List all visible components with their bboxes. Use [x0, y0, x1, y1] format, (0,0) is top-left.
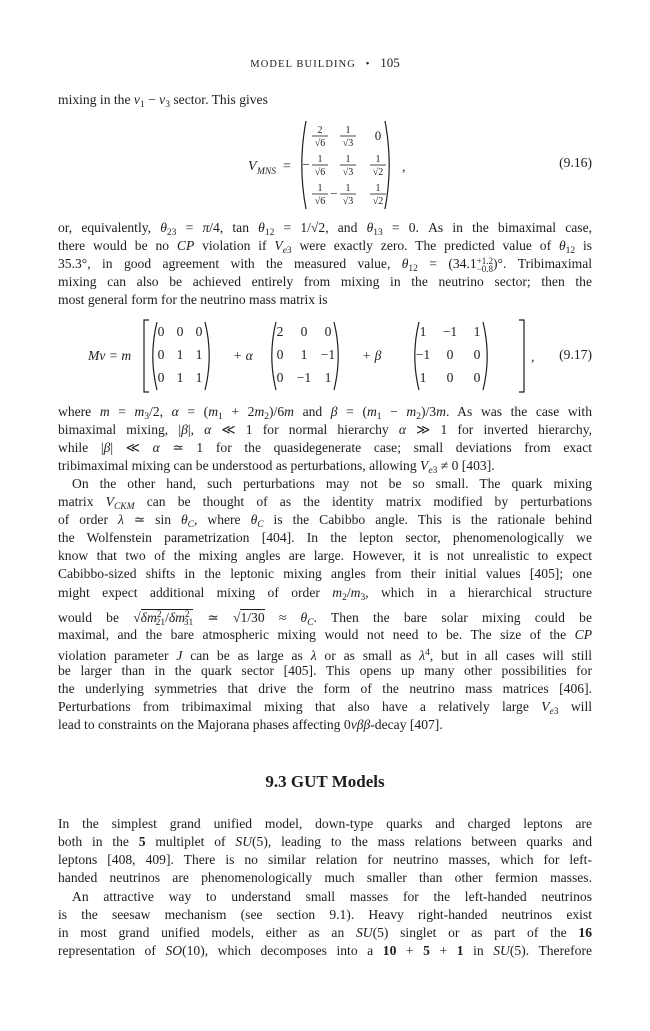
text-line: both in the 5 multiplet of SU(5), leading to the mass relations between quarks and — [58, 834, 593, 850]
denominator: √6 — [314, 138, 326, 149]
matrix-a-cell: 0 — [157, 370, 165, 385]
numerator: 1 — [345, 154, 351, 165]
minus-sign: − — [330, 186, 338, 201]
text-line: where $m = m_3/2$, $\alpha = (m_1 + 2m_2)/6m$ and $\beta = (m_1 - m_2)/3m$. As was the case with — [58, 404, 592, 422]
matrix-b-cell: 0 — [300, 324, 308, 339]
matrix-a-cell: 1 — [176, 347, 184, 362]
equation-9-17 — [58, 318, 592, 396]
numerator: 1 — [375, 183, 381, 194]
matrix-c-right-paren — [483, 322, 487, 390]
matrix-c-cell: 1 — [473, 324, 481, 339]
text-line: violation parameter J can be as large as λ or as small as $\lambda^4$, but in all cases will still — [58, 647, 593, 663]
matrix-cell — [340, 154, 356, 178]
text-line: would be $√\delta m^2_{21}/\delta m^2_{31}$ ≃ $√1/30 \approx \theta_C$. Then the bare solar mixing could be — [58, 609, 592, 628]
matrix-cell — [330, 183, 356, 207]
running-title: MODEL BUILDING — [250, 59, 356, 70]
matrix-label-subscript: MNS — [257, 167, 276, 177]
text-line: know that two of the mixing angles are large. However, it is not unrealistic to expect — [58, 548, 592, 564]
matrix-cell — [302, 154, 328, 178]
text-line: handed neutrinos are phenomenologically much smaller than other fermion masses. — [58, 870, 592, 886]
numerator: 1 — [375, 154, 381, 165]
text-line: is the seesaw mechanism (see section 9.1). Heavy right-handed neutrinos exist — [58, 907, 592, 923]
text-line: of order λ ≃ $\sin \theta_C$, where $\theta_C$ is the Cabibbo angle. This is the rationale behind — [58, 512, 592, 531]
text-line: mixing can also be achieved entirely from mixing in the neutrino sector; then the — [58, 274, 592, 290]
denominator: √2 — [372, 196, 384, 207]
paragraph-4 — [58, 815, 592, 887]
matrix-b-cell: 0 — [276, 370, 284, 385]
text-line: in most grand unified models, either as an SU(5) singlet or as part of the 16 — [58, 925, 592, 941]
text-line: An attractive way to understand small masses for the left-handed neutrinos — [72, 889, 592, 904]
matrix-a-right-paren — [205, 322, 209, 390]
matrix-b-cell: −1 — [296, 370, 312, 385]
matrix-c-cell: 1 — [419, 370, 427, 385]
numerator: 1 — [345, 125, 351, 136]
text-line: or, equivalently, $\theta_{23} = \pi/4$, $\tan \theta_{12} = 1/√2$, and $\theta_{13} = 0$. As in the bimaximal case, — [58, 220, 593, 238]
text-line: leptons [408, 409]. There is no similar relation for neutrino masses, which for left- — [58, 852, 592, 868]
matrix-a-cell: 1 — [195, 370, 203, 385]
equation-number-9-17: (9.17) — [559, 347, 592, 362]
denominator: √6 — [314, 196, 326, 207]
text-line: Perturbations from tribimaximal mixing that also have a relatively large $V_{e3}$ will — [58, 699, 592, 718]
matrix-b-cell: 1 — [324, 370, 332, 385]
left-bracket — [144, 320, 149, 392]
text-line: there would be no CP violation if $V_{e3}$ were exactly zero. The predicted value of $\theta_{12}$ is — [58, 238, 593, 257]
matrix-cell — [370, 183, 386, 207]
paragraph-2 — [58, 403, 592, 475]
text-line: most general form for the neutrino mass matrix is — [58, 292, 328, 308]
equation-number-9-16: (9.16) — [559, 155, 592, 170]
matrix-a-cell: 1 — [195, 347, 203, 362]
equation-9-16 — [58, 118, 592, 213]
matrix-b-cell: 0 — [324, 324, 332, 339]
intro-line — [58, 91, 592, 109]
matrix-b-cell: 0 — [276, 347, 284, 362]
page-number: 105 — [380, 55, 400, 70]
matrix-cell — [340, 125, 356, 149]
minus-sign: − — [302, 157, 310, 172]
text-line: might expect additional mixing of order $m_2/m_3$, which in a hierarchical structure — [58, 584, 592, 603]
header-bullet: • — [365, 59, 371, 70]
paragraph-5 — [58, 888, 592, 960]
mass-matrix-lhs: Mν = m — [88, 348, 132, 363]
denominator: √2 — [372, 167, 384, 178]
matrix-c-cell: −1 — [415, 347, 431, 362]
numerator: 1 — [317, 183, 323, 194]
numerator: 2 — [317, 125, 323, 136]
matrix-b-cell: 1 — [300, 347, 308, 362]
book-page — [58, 0, 592, 1031]
matrix-cell — [370, 154, 386, 178]
text-line: mixing in the $\nu_1 - \nu_3$ sector. This gives — [58, 92, 268, 110]
matrix-b-cell: −1 — [320, 347, 336, 362]
numerator: 1 — [317, 154, 323, 165]
matrix-b-left-paren — [272, 322, 276, 390]
matrix-a-cell: 1 — [176, 370, 184, 385]
text-line: bimaximal mixing, |β|, α ≪ 1 for normal hierarchy α ≫ 1 for inverted hierarchy, — [58, 422, 593, 438]
matrix-c-cell: 0 — [473, 370, 481, 385]
denominator: √6 — [314, 167, 326, 178]
text-line: matrix $V_{CKM}$ can be thought of as the identity matrix modified by perturbations — [58, 494, 592, 513]
denominator: √3 — [342, 138, 354, 149]
text-line: the underlying symmetries that drive the form of the neutrino mass matrices [406]. — [58, 680, 592, 696]
trailing-comma: , — [531, 349, 535, 364]
text-line: maximal, and the bare atmospheric mixing would not need to be. The size of the CP — [58, 626, 592, 642]
matrix-cell — [375, 128, 382, 143]
numerator: 1 — [345, 183, 351, 194]
text-line: representation of SO(10), which decomposes into a 10 + 5 + 1 in SU(5). Therefore — [58, 943, 593, 959]
matrix-a-cell: 0 — [195, 324, 203, 339]
text-line: while |β| ≪ α ≃ 1 for the quasidegenerate case; small deviations from exact — [58, 440, 593, 456]
text-line: be larger than in the quark sector [405]. This opens up many other possibilities for — [58, 662, 592, 678]
section-title: 9.3 GUT Models — [265, 772, 385, 791]
text-line: Cabibbo-sized shifts in the leptonic mixing angles from their initial values [405]; one — [58, 566, 592, 582]
plus-beta: + β — [362, 348, 382, 363]
matrix-c-cell: 0 — [473, 347, 481, 362]
matrix-a-cell: 0 — [157, 324, 165, 339]
text-line: In the simplest grand unified model, down-type quarks and charged leptons are — [58, 816, 592, 831]
trailing-comma: , — [402, 160, 406, 175]
matrix-c-cell: 1 — [419, 324, 427, 339]
paragraph-3 — [58, 475, 592, 734]
matrix-a-left-paren — [153, 322, 157, 390]
text-line: the Wolfenstein parametrization [404]. In the lepton sector, phenomenologically we — [58, 530, 592, 546]
matrix-a-cell: 0 — [157, 347, 165, 362]
matrix-cell — [312, 125, 328, 149]
matrix-c-cell: 0 — [446, 370, 454, 385]
matrix-c-cell: 0 — [446, 347, 454, 362]
equation-9-17-svg — [58, 318, 592, 396]
denominator: √3 — [342, 167, 354, 178]
cell-value: 0 — [374, 128, 382, 143]
paragraph-1 — [58, 219, 592, 309]
text-line: On the other hand, such perturbations may not be so small. The quark mixing — [72, 476, 592, 491]
plus-alpha: + α — [233, 348, 253, 363]
text-line: lead to constraints on the Majorana phases affecting 0νββ-decay [407]. — [58, 717, 443, 733]
text-line: tribimaximal mixing can be understood as perturbations, allowing $V_{e3} \ne 0$ [403]. — [58, 458, 495, 477]
matrix-b-cell: 2 — [276, 324, 284, 339]
matrix-c-cell: −1 — [442, 324, 458, 339]
running-header — [58, 55, 592, 71]
equals-sign: = — [283, 159, 291, 174]
matrix-a-cell: 0 — [176, 324, 184, 339]
text-line: 35.3°, in good agreement with the measured value, $\theta_{12} = (34.1+1.2$ −0.8)°. Tribimaximal — [58, 256, 593, 275]
matrix-label: V — [248, 159, 257, 174]
equation-9-16-svg — [58, 118, 592, 213]
denominator: √3 — [342, 196, 354, 207]
matrix-cell — [312, 183, 328, 207]
right-bracket — [519, 320, 524, 392]
